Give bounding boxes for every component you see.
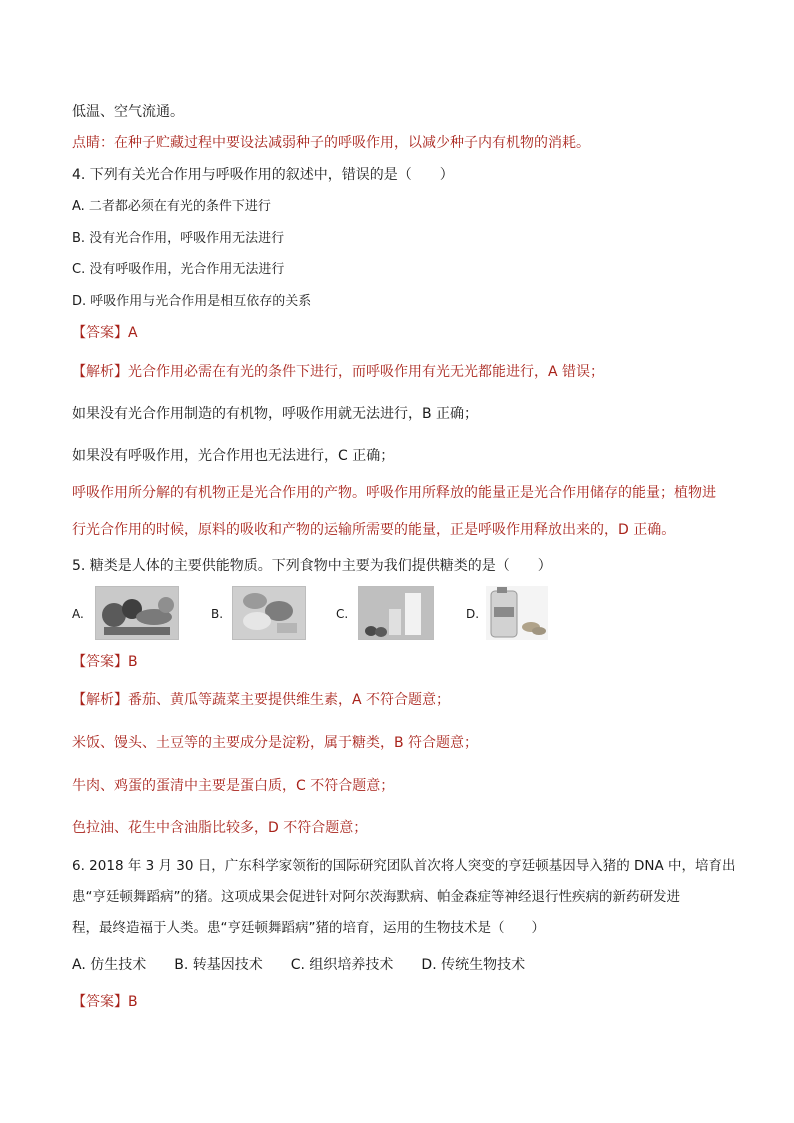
- answer-value: A: [128, 325, 138, 341]
- note-line: 点睛：在种子贮藏过程中要设法减弱种子的呼吸作用，以减少种子内有机物的消耗。: [72, 135, 590, 151]
- q4-analysis-4: 呼吸作用所分解的有机物正是光合作用的产物。呼吸作用所释放的能量正是光合作用储存的能量；植物进: [72, 485, 716, 501]
- q6-answer: [72, 992, 138, 1012]
- analysis-tag: 【解析】: [72, 692, 128, 708]
- q4-analysis-5: 行光合作用的时候，原料的吸收和产物的运输所需要的能量，正是呼吸作用释放出来的，D 正确。: [72, 522, 676, 538]
- q5-label-a: A.: [72, 607, 84, 621]
- q4-option-b: B. 没有光合作用，呼吸作用无法进行: [72, 231, 285, 246]
- q5-analysis-1: [72, 690, 450, 710]
- q5-label-c: C.: [336, 607, 349, 621]
- q4-option-c: C. 没有呼吸作用，光合作用无法进行: [72, 262, 285, 277]
- question-4-stem: 4. 下列有关光合作用与呼吸作用的叙述中，错误的是（ ）: [72, 167, 454, 183]
- question-5-stem: 5. 糖类是人体的主要供能物质。下列食物中主要为我们提供糖类的是（ ）: [72, 558, 552, 574]
- answer-value: B: [128, 654, 138, 670]
- analysis-text: 光合作用必需在有光的条件下进行，而呼吸作用有光无光都能进行，A 错误；: [128, 364, 605, 380]
- answer-tag: 【答案】: [72, 654, 128, 670]
- q5-analysis-3: 牛肉、鸡蛋的蛋清中主要是蛋白质，C 不符合题意；: [72, 778, 395, 794]
- q4-option-d: D. 呼吸作用与光合作用是相互依存的关系: [72, 294, 312, 309]
- staple-food-image: [232, 586, 306, 640]
- q5-analysis-4: 色拉油、花生中含油脂比较多，D 不符合题意；: [72, 820, 368, 836]
- milk-eggs-image: [358, 586, 434, 640]
- question-6-stem-3: 程，最终造福于人类。患“亨廷顿舞蹈病”猪的培育，运用的生物技术是（ ）: [72, 920, 545, 936]
- text-line: 低温、空气流通。: [72, 104, 184, 120]
- answer-tag: 【答案】: [72, 994, 128, 1010]
- answer-tag: 【答案】: [72, 325, 128, 341]
- analysis-text: 番茄、黄瓜等蔬菜主要提供维生素，A 不符合题意；: [128, 692, 451, 708]
- q5-label-d: D.: [466, 607, 480, 621]
- vegetables-image: [95, 586, 179, 640]
- q4-analysis-3: 如果没有呼吸作用，光合作用也无法进行，C 正确；: [72, 448, 395, 464]
- q5-answer: [72, 652, 138, 672]
- q5-label-b: B.: [211, 607, 224, 621]
- q5-analysis-2: 米饭、馒头、土豆等的主要成分是淀粉，属于糖类，B 符合题意；: [72, 735, 479, 751]
- analysis-tag: 【解析】: [72, 364, 128, 380]
- question-6-stem-2: 患“亨廷顿舞蹈病”的猪。这项成果会促进针对阿尔茨海默病、帕金森症等神经退行性疾病的新药研发进: [72, 889, 680, 905]
- q4-answer: [72, 323, 138, 343]
- oil-peanut-image: [486, 586, 548, 640]
- question-6-stem-1: 6. 2018 年 3 月 30 日，广东科学家领衔的国际研究团队首次将人突变的亨廷顿基因导入猪的 DNA 中，培育出: [72, 858, 736, 874]
- answer-value: B: [128, 994, 138, 1010]
- q4-analysis-2: 如果没有光合作用制造的有机物，呼吸作用就无法进行，B 正确；: [72, 406, 479, 422]
- q4-analysis-1: [72, 362, 604, 382]
- q6-options: A. 仿生技术 B. 转基因技术 C. 组织培养技术 D. 传统生物技术: [72, 957, 526, 973]
- q4-option-a: A. 二者都必须在有光的条件下进行: [72, 199, 271, 214]
